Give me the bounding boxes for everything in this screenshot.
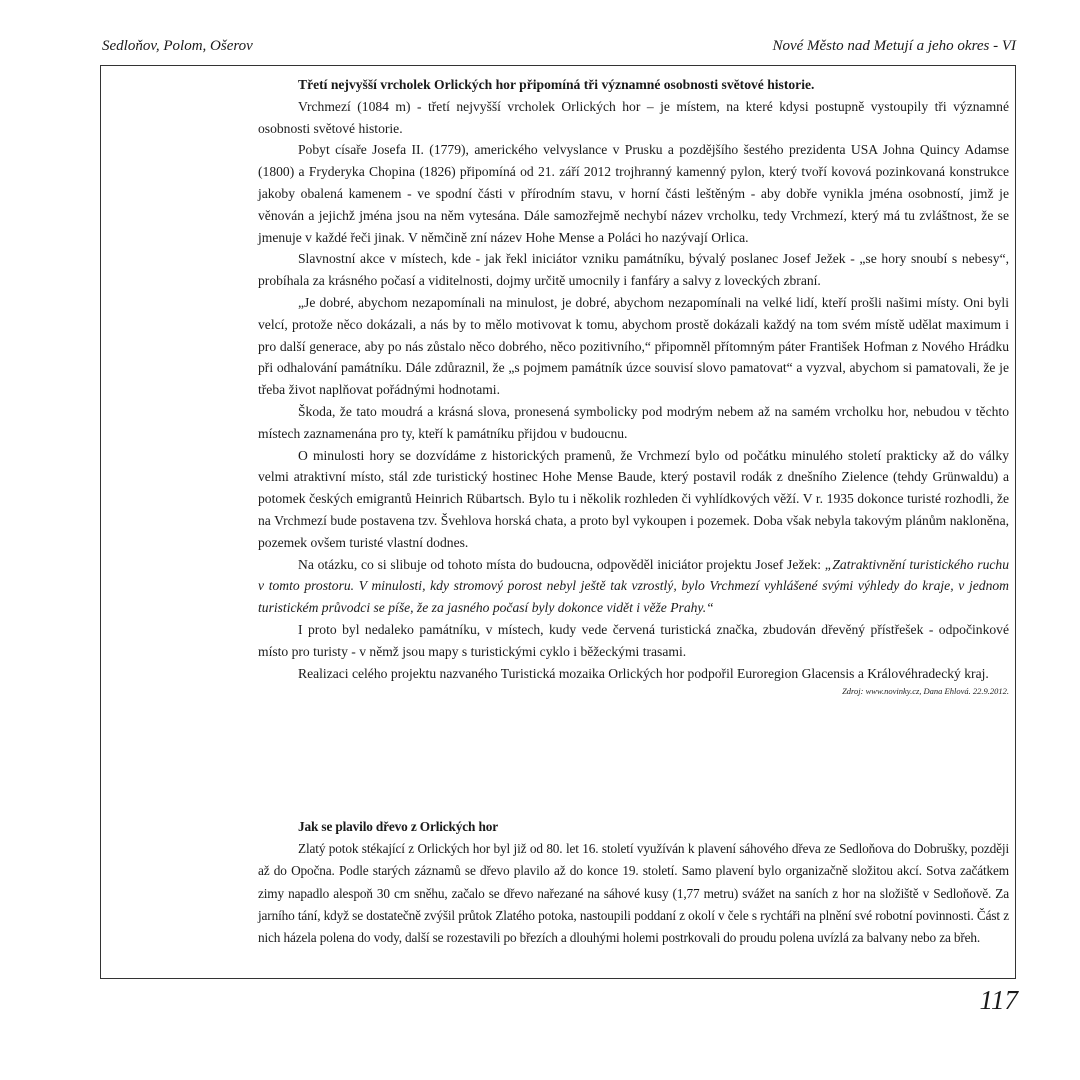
article-title: Třetí nejvyšší vrcholek Orlických hor připomíná tři významné osobnosti světové historie. — [298, 77, 815, 92]
paragraph-quote-part: „Zatraktivnění turistického ruchu v tomto prostoru. V minulosti, kdy stromový porost nebyl ještě tak vzrostlý, bylo Vrchmezí vyhlášené svými výhledy do kraje, v jednom turistickém průvodci se píše, že za jasného počasí byly dokonce vidět i věže Prahy.“ — [258, 556, 1009, 616]
running-header-right: Nové Město nad Metují a jeho okres - VI — [772, 38, 1016, 54]
article-vrchmezi — [258, 74, 1009, 698]
paragraph: Vrchmezí (1084 m) - třetí nejvyšší vrcholek Orlických hor – je místem, na které kdysi postupně vystoupily tři významné osobnosti světové historie. — [258, 98, 1009, 136]
article-wood-floating — [258, 816, 1009, 949]
page-number: 117 — [979, 985, 1018, 1015]
paragraph: O minulosti hory se dozvídáme z historických pramenů, že Vrchmezí bylo od počátku minulého století prakticky až do války velmi atraktivní místo, stál zde turistický hostinec Hohe Mense Baude, který postavil rodák z dnešního Zielence (tehdy Grünwaldu) a potomek českých emigrantů Heinrich Rübartsch. Bylo tu i několik rozhleden či vyhlídkových věží. V r. 1935 dokonce turisté rozhodli, že na Vrchmezí bude postavena tzv. Švehlova horská chata, a proto byl vykoupen i pozemek. Doba však nebyla takovým plánům nakloněna, pozemek ovšem turisté vlastní dodnes. — [258, 447, 1009, 550]
paragraph: Slavnostní akce v místech, kde - jak řekl iniciátor vzniku památníku, bývalý poslanec Josef Ježek - „se hory snoubí s nebesy“, probíhala za krásného počasí a viditelnosti, dojmy určitě umocnily i fanfáry a salvy z loveckých zbraní. — [258, 251, 1009, 289]
paragraph: I proto byl nedaleko památníku, v místech, kudy vede červená turistická značka, zbudován dřevěný přístřešek - odpočinkové místo pro turisty - v němž jsou mapy s turistickými cyklo i běžeckými trasami. — [258, 621, 1009, 659]
source-citation: Zdroj: www.novinky.cz, Dana Ehlová. 22.9.2012. — [842, 686, 1009, 697]
running-header-left: Sedloňov, Polom, Ošerov — [102, 38, 253, 54]
paragraph: Zlatý potok stékající z Orlických hor byl již od 80. let 16. století využíván k plavení sáhového dřeva ze Sedloňova do Dobrušky, později až do Opočna. Podle starých záznamů se dřevo plavilo až do konce 19. století. Samo plavení bylo organizačně složitou akcí. Sotva začátkem zimy napadlo alespoň 30 cm sněhu, začalo se dřevo nařezané na sáhové kusy (1,77 metru) svážet na saních z hor na složiště v Sedloňově. Za jarního tání, když se dostatečně zvýšil průtok Zlatého potoka, nastoupili poddaní z okolí v čele s rychtáři na plnění své robotní povinnosti. Část z nich házela polena do vody, další se rozestavili po březích a dlouhými holemi postrkovali do proudu polena uvízlá za balvany nebo za břeh. — [258, 841, 1009, 946]
paragraph-plain-part: Na otázku, co si slibuje od tohoto místa do budoucna, odpověděl iniciátor projektu Josef Ježek: — [298, 556, 825, 572]
paragraph: „Je dobré, abychom nezapomínali na minulost, je dobré, abychom nezapomínali na velké lidí, kteří prošli našimi místy. Oni byli velcí, protože něco dokázali, a nás by to mělo motivovat k tomu, abychom prostě dokázali každý na tom svém místě udělat maximum i pro další generace, aby po nás zůstalo něco dobrého, něco pozitivního,“ připomněl přítomným páter František Hofman z Nového Hrádku při odhalování památníku. Dále zdůraznil, že „s pojmem památník úzce souvisí slovo pamatovat“ a vyzval, abychom si pamatovali, že je třeba život naplňovat pořádnými hodnotami. — [258, 294, 1009, 398]
paragraph: Realizaci celého projektu nazvaného Turistická mozaika Orlických hor podpořil Euroregion Glacensis a Královéhradecký kraj. — [298, 665, 989, 681]
paragraph: Škoda, že tato moudrá a krásná slova, pronesená symbolicky pod modrým nebem až na samém vrcholku hor, nebudou v těchto místech zaznamenána pro ty, kteří k památníku přijdou v budoucnu. — [258, 403, 1009, 441]
article-title: Jak se plavilo dřevo z Orlických hor — [298, 819, 498, 834]
paragraph — [258, 554, 1009, 619]
paragraph: Pobyt císaře Josefa II. (1779), amerického velvyslance v Prusku a pozdějšího šestého prezidenta USA Johna Quincy Adamse (1800) a Fryderyka Chopina (1826) připomíná od 21. září 2012 trojhranný kamenný pylon, který tvoří kovová pozinkovaná konstrukce jakoby obalená kamenem - ve spodní části v přírodním stavu, v horní části leštěným - aby dobře vynikla jména osobností, jimž je věnován a jejichž jména jsou na něm vytesána. Dále samozřejmě nechybí název vrcholku, tedy Vrchmezí, který má tu zvláštnost, že se jmenuje v každé řeči jinak. V němčině zní název Hohe Mense a Poláci ho nazývají Orlica. — [258, 142, 1009, 245]
